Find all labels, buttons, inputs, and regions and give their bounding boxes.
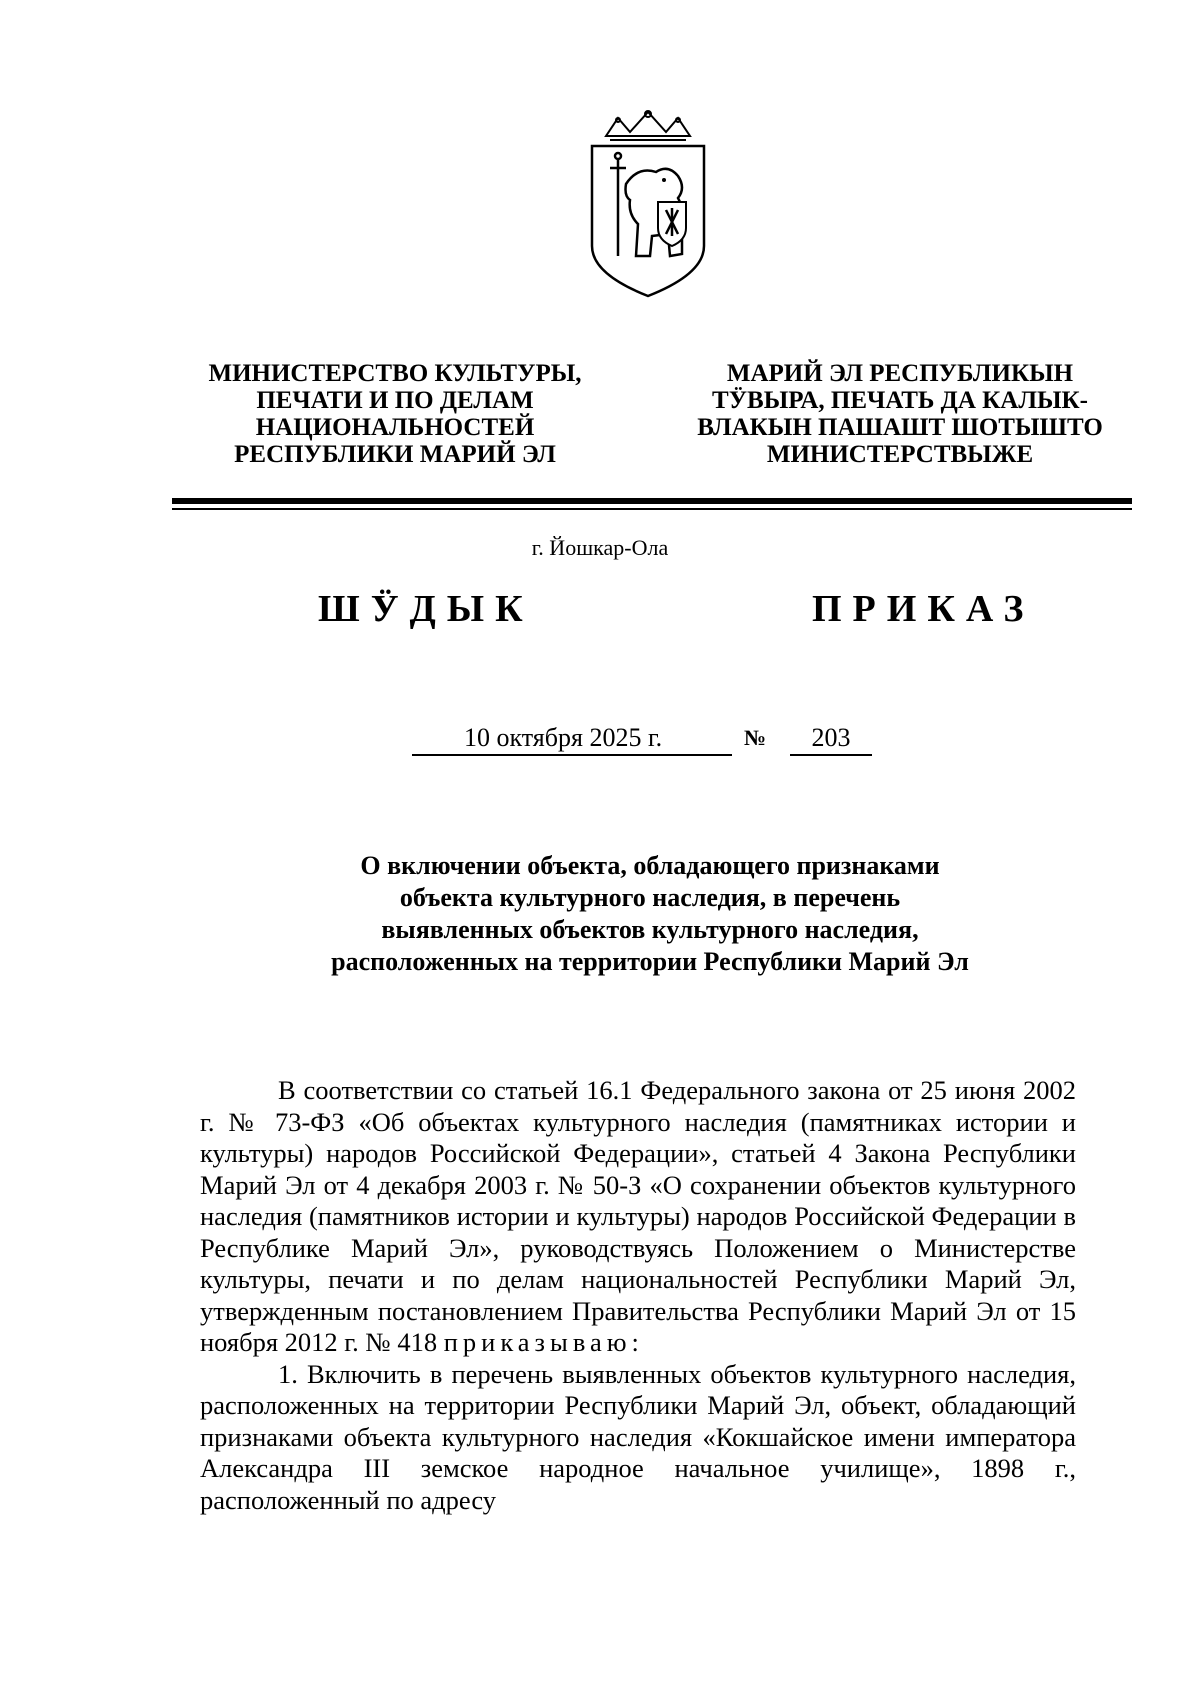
ministry-name-mari	[680, 360, 1120, 468]
preamble-text: В соответствии со статьей 16.1 Федерального закона от 25 июня 2002 г. № 73-ФЗ «Об объектах культурного наследия (памятниках истории и культуры) народов Российской Федерации», статьей 4 Закона Республики Марий Эл от 4 декабря 2003 г. № 50-З «О сохранении объектов культурного наследия (памятников истории и культуры) народов Российской Федерации в Республике Марий Эл», руководствуясь Положением о Министерстве культуры, печати и по делам национальностей Республики Марий Эл, утвержденным постановлением Правительства Республики Марий Эл от 15 ноября 2012 г. № 418	[200, 1075, 1076, 1357]
doc-type-russian: ПРИКАЗ	[812, 588, 1035, 630]
order-number: 203	[790, 723, 872, 756]
title-line: расположенных на территории Республики Марий Эл	[331, 947, 969, 976]
doc-type-mari: ШӰДЫК	[318, 588, 534, 630]
header-left-line: МИНИСТЕРСТВО КУЛЬТУРЫ,	[208, 360, 582, 387]
body-paragraph-item-1: 1. Включить в перечень выявленных объектов культурного наследия, расположенных на территории Республики Марий Эл, объект, обладающий признаками объекта культурного наследия «Кокшайское имени императора Александра III земское народное начальное училище», 1898 г., расположенный по адресу	[200, 1358, 1076, 1515]
order-title	[200, 850, 1100, 978]
city-label: г. Йошкар-Ола	[531, 535, 669, 560]
header-right-line: МАРИЙ ЭЛ РЕСПУБЛИКЫН	[726, 360, 1074, 387]
ministry-name-russian	[195, 360, 595, 468]
body-paragraph-preamble	[200, 1075, 1076, 1359]
title-line: объекта культурного наследия, в перечень	[399, 883, 901, 912]
header-left-line: РЕСПУБЛИКИ МАРИЙ ЭЛ	[234, 441, 556, 468]
header-left-line: ПЕЧАТИ И ПО ДЕЛАМ	[256, 387, 534, 414]
coat-of-arms-icon	[578, 106, 718, 302]
order-verb: приказываю:	[443, 1327, 644, 1357]
header-right-line: ТӰВЫРА, ПЕЧАТЬ ДА КАЛЫК-	[712, 387, 1088, 414]
header-right-line: МИНИСТЕРСТВЫЖЕ	[766, 441, 1034, 468]
date-number-row	[0, 723, 1200, 763]
header-left-line: НАЦИОНАЛЬНОСТЕЙ	[255, 414, 535, 441]
header-divider-thick	[172, 498, 1132, 504]
order-date: 10 октября 2025 г.	[412, 723, 732, 756]
title-line: О включении объекта, обладающего признаками	[360, 851, 940, 880]
header-divider-thin	[172, 508, 1132, 510]
title-line: выявленных объектов культурного наследия,	[381, 915, 919, 944]
order-body	[200, 1075, 1076, 1516]
number-sign: №	[744, 725, 767, 750]
header-right-line: ВЛАКЫН ПАШАШТ ШОТЫШТО	[697, 414, 1103, 441]
